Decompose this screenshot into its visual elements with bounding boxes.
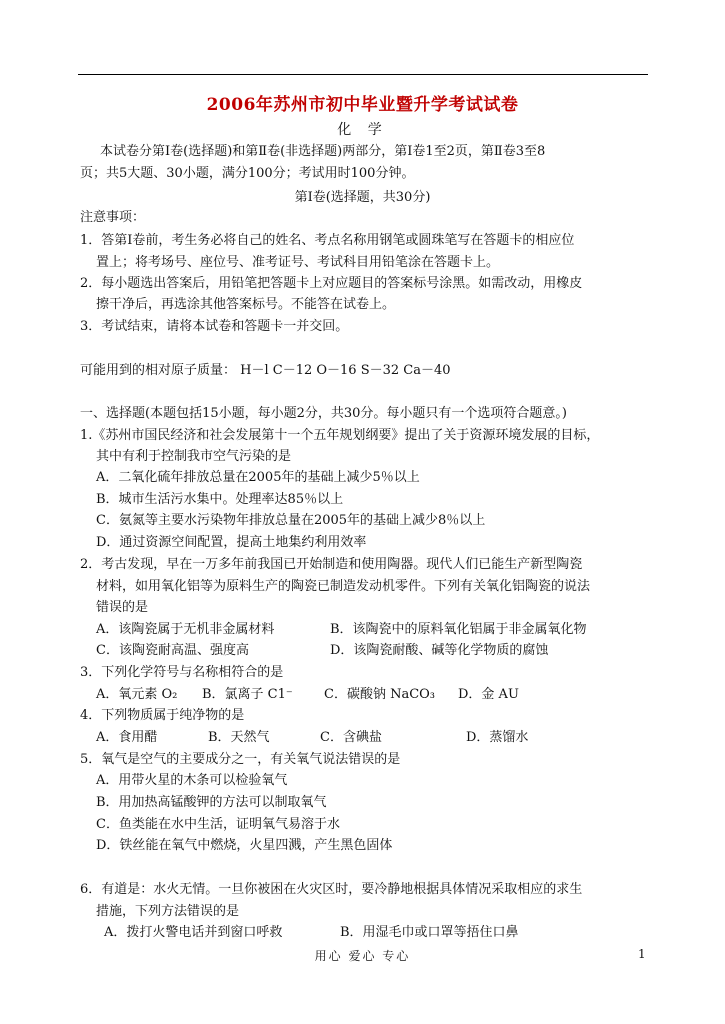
- q4-option-b: B．天然气: [208, 730, 270, 745]
- section-one-heading: 一、选择题(本题包括15小题，每小题2分，共30分。每小题只有一个选项符合题意。): [80, 406, 567, 421]
- header-rule: [78, 74, 648, 75]
- q2-option-d: D．该陶瓷耐酸、碱等化学物质的腐蚀: [330, 643, 549, 658]
- page-number: 1: [638, 947, 646, 961]
- q5-stem: 5．氧气是空气的主要成分之一，有关氧气说法错误的是: [80, 752, 401, 767]
- q1-option-c: C．氨氮等主要水污染物年排放总量在2005年的基础上减少8％以上: [96, 513, 486, 528]
- q3-stem: 3．下列化学符号与名称相符合的是: [80, 665, 284, 680]
- subject-title: 化 学: [337, 122, 388, 138]
- note-2-line-2: 擦干净后，再选涂其他答案标号。不能答在试卷上。: [96, 297, 396, 312]
- q1-stem-line-2: 其中有利于控制我市空气污染的是: [96, 449, 292, 464]
- q3-option-c: C．碳酸钠 NaCO₃: [324, 687, 436, 702]
- q1-stem-line-1: 1.《苏州市国民经济和社会发展第十一个五年规划纲要》提出了关于资源环境发展的目标，: [80, 428, 600, 443]
- q2-option-b: B．该陶瓷中的原料氧化铝属于非金属氧化物: [330, 622, 587, 637]
- intro-line-1: 本试卷分第Ⅰ卷(选择题)和第Ⅱ卷(非选择题)两部分，第Ⅰ卷1至2页，第Ⅱ卷3至8: [100, 144, 546, 159]
- q5-option-c: C．鱼类能在水中生活，证明氧气易溶于水: [96, 817, 340, 832]
- part-one-heading: 第Ⅰ卷(选择题，共30分): [294, 190, 431, 205]
- note-1-line-1: 1．答第Ⅰ卷前，考生务必将自己的姓名、考点名称用钢笔或圆珠笔写在答题卡的相应位: [80, 233, 575, 248]
- notes-heading: 注意事项：: [80, 210, 146, 225]
- q2-stem-line-2: 材料，如用氧化铝等为原料生产的陶瓷已制造发动机零件。下列有关氧化铝陶瓷的说法: [96, 579, 591, 594]
- q3-option-a: A．氧元素 O₂: [96, 687, 178, 702]
- q1-option-d: D．通过资源空间配置，提高土地集约利用效率: [96, 535, 367, 550]
- q2-stem-line-1: 2．考古发现，早在一万多年前我国已开始制造和使用陶器。现代人们已能生产新型陶瓷: [80, 557, 583, 572]
- q6-stem-line-2: 措施，下列方法错误的是: [96, 904, 240, 919]
- q3-option-b: B．氯离子 C1⁻: [202, 687, 293, 702]
- q4-option-c: C．含碘盐: [320, 730, 382, 745]
- q4-option-d: D．蒸馏水: [466, 730, 529, 745]
- q6-option-a: A．拨打火警电话并到窗口呼救: [104, 925, 283, 940]
- q6-option-b: B．用湿毛巾或口罩等捂住口鼻: [340, 925, 519, 940]
- atomic-masses: 可能用到的相对原子质量： H－l C－12 O－16 S－32 Ca－40: [80, 363, 451, 378]
- q3-option-d: D．金 AU: [458, 687, 519, 702]
- note-3: 3．考试结束，请将本试卷和答题卡一并交回。: [80, 319, 349, 334]
- q4-option-a: A．食用醋: [96, 730, 158, 745]
- q5-option-d: D．铁丝能在氧气中燃烧，火星四溅，产生黑色固体: [96, 838, 393, 853]
- q5-option-a: A．用带火星的木条可以检验氧气: [96, 773, 288, 788]
- note-1-line-2: 置上；将考场号、座位号、准考证号、考试科目用铅笔涂在答题卡上。: [96, 255, 500, 270]
- q4-stem: 4．下列物质属于纯净物的是: [80, 708, 245, 723]
- note-2-line-1: 2．每小题选出答案后，用铅笔把答题卡上对应题目的答案标号涂黑。如需改动，用橡皮: [80, 276, 583, 291]
- exam-title: 2006年苏州市初中毕业暨升学考试试卷: [206, 95, 519, 115]
- intro-line-2: 页；共5大题、30小题，满分100分；考试用时100分钟。: [80, 166, 415, 181]
- q1-option-a: A．二氧化硫年排放总量在2005年的基础上减少5％以上: [96, 470, 420, 485]
- q1-option-b: B．城市生活污水集中。处理率达85％以上: [96, 492, 344, 507]
- q2-option-c: C．该陶瓷耐高温、强度高: [96, 643, 249, 658]
- q2-option-a: A．该陶瓷属于无机非金属材料: [96, 622, 275, 637]
- q5-option-b: B．用加热高锰酸钾的方法可以制取氧气: [96, 795, 327, 810]
- footer-motto: 用心 爱心 专心: [314, 949, 411, 963]
- q2-stem-line-3: 错误的是: [96, 600, 149, 615]
- q6-stem-line-1: 6．有道是：水火无情。一旦你被困在火灾区时，要冷静地根据具体情况采取相应的求生: [80, 882, 583, 897]
